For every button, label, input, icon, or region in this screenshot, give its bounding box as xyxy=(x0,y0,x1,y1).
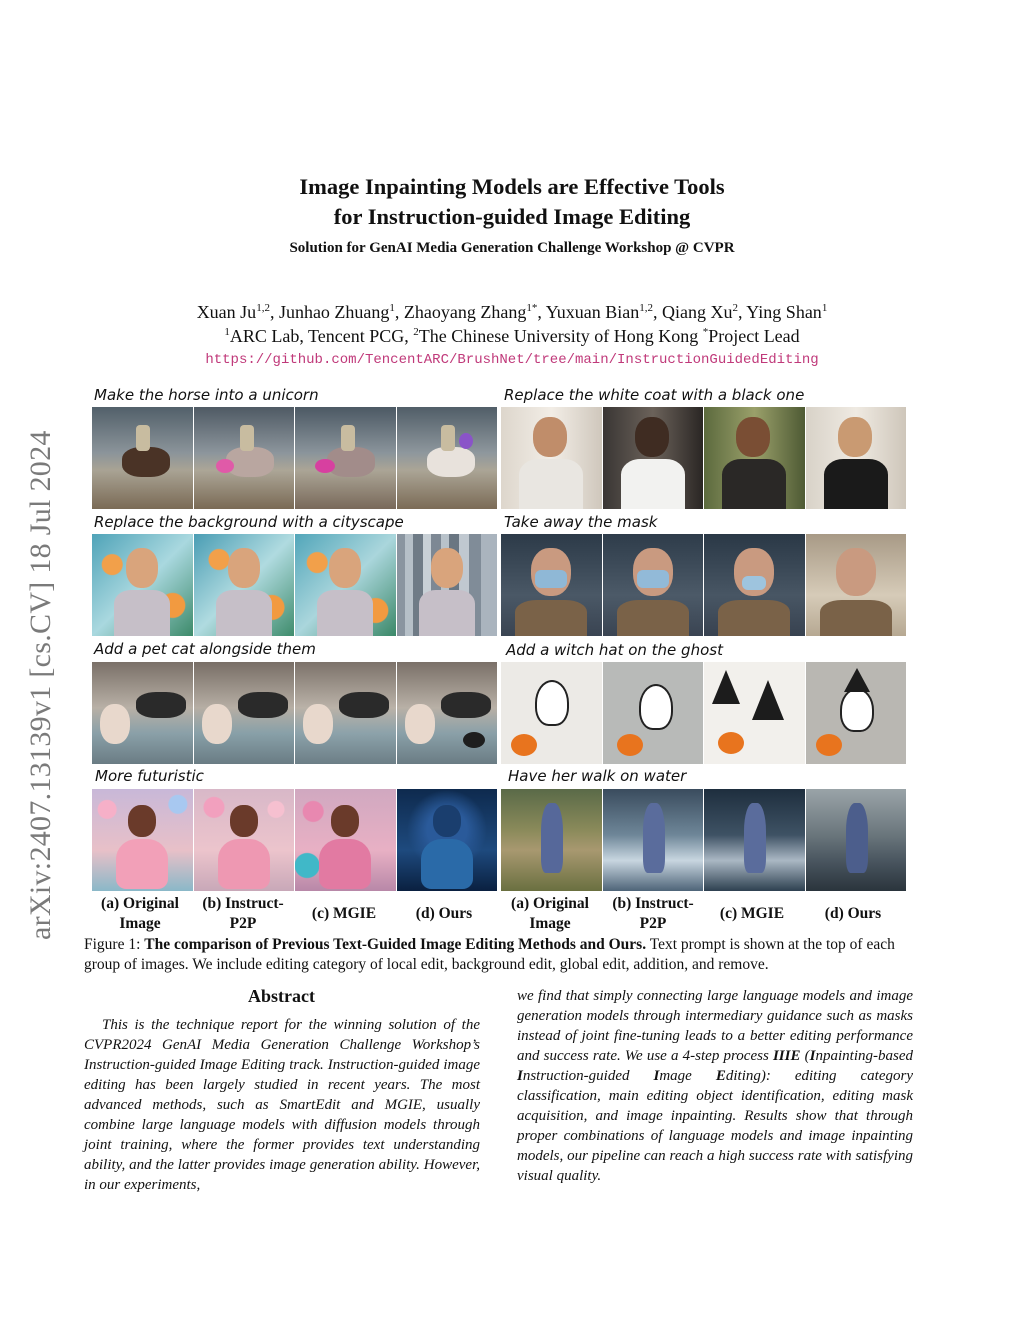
witch-original-image xyxy=(501,662,602,764)
witch-ours-image xyxy=(806,662,907,764)
futuristic-instructp2p-image xyxy=(194,789,295,891)
affiliation: Project Lead xyxy=(708,326,800,346)
water-instructp2p-image xyxy=(603,789,704,891)
horse-mgie-image xyxy=(295,407,396,509)
image-strip-futuristic xyxy=(92,789,497,891)
water-mgie-image xyxy=(704,789,805,891)
abstract-acronym: IIIE xyxy=(772,1048,801,1064)
col-label-line: (b) Instruct- xyxy=(612,895,694,912)
abstract-text: nstruction-guided xyxy=(522,1068,654,1084)
cat-ours-image xyxy=(397,662,498,764)
coat-instructp2p-image xyxy=(603,407,704,509)
author-affil-sup: 1 xyxy=(821,302,828,314)
abstract-right-column xyxy=(517,986,913,1186)
col-label-original xyxy=(90,894,190,934)
coat-ours-image xyxy=(806,407,907,509)
abstract-text: diting): editing category classification, main editing object identification, editing mask acquisition, and image inpainting. Results show that through proper combinations of language models and image inpainting models, our pipeline can reach a high success rate with satisfying visual quality. xyxy=(517,1068,913,1184)
abstract-acronym-letter: I xyxy=(653,1068,660,1084)
prompt-cat: Add a pet cat alongside them xyxy=(94,640,316,658)
futuristic-ours-image xyxy=(397,789,498,891)
image-strip-cat xyxy=(92,662,497,764)
caption-bold: The comparison of Previous Text-Guided Image Editing Methods and Ours. xyxy=(144,936,647,953)
abstract-acronym-letter: I xyxy=(809,1048,816,1064)
col-label-ours: (d) Ours xyxy=(824,905,882,922)
prompt-horse: Make the horse into a unicorn xyxy=(94,386,319,404)
author-name: , Zhaoyang Zhang xyxy=(394,302,527,322)
cat-mgie-image xyxy=(295,662,396,764)
mask-ours-image xyxy=(806,534,907,636)
title-line-2: for Instruction-guided Image Editing xyxy=(333,204,691,229)
author-affil-sup: 1,2 xyxy=(256,302,270,314)
horse-instructp2p-image xyxy=(194,407,295,509)
prompt-coat: Replace the white coat with a black one xyxy=(504,386,805,404)
abstract-text: we find that simply connecting large language models and image generation models through intermediary guidance such as masks instead of joint fine-tuning leads to a better editing performance and success rate. We use a 4-step process xyxy=(517,988,913,1064)
col-label-mgie: (c) MGIE xyxy=(719,905,785,922)
cat-original-image xyxy=(92,662,193,764)
abstract-text: ( xyxy=(800,1048,810,1064)
col-label-line: P2P xyxy=(639,915,667,932)
affil-sup: 1 xyxy=(224,326,230,338)
author-name: , Ying Shan xyxy=(737,302,822,322)
prompt-witch: Add a witch hat on the ghost xyxy=(506,641,723,659)
paper-subtitle: Solution for GenAI Media Generation Challenge Workshop @ CVPR xyxy=(289,240,735,256)
prompt-water: Have her walk on water xyxy=(508,767,687,785)
image-strip-coat xyxy=(501,407,906,509)
author-block xyxy=(0,300,1024,348)
horse-original-image xyxy=(92,407,193,509)
water-ours-image xyxy=(806,789,907,891)
col-label-ours: (d) Ours xyxy=(415,905,473,922)
col-label-line: (a) Original xyxy=(101,895,179,912)
author-affil-sup: 2 xyxy=(732,302,738,314)
abstract-text: mage xyxy=(659,1068,716,1084)
col-label-line: Image xyxy=(529,915,571,932)
col-label-instructp2p xyxy=(193,894,293,934)
paper-title xyxy=(0,172,1024,232)
futuristic-original-image xyxy=(92,789,193,891)
image-strip-horse xyxy=(92,407,497,509)
author-affil-sup: 1* xyxy=(526,302,538,314)
author-name: Xuan Ju xyxy=(196,302,257,322)
arxiv-stamp: arXiv:2407.13139v1 [cs.CV] 18 Jul 2024 xyxy=(24,430,57,940)
mask-mgie-image xyxy=(704,534,805,636)
caption-rest: Text prompt is shown at the top of each group of images. We include editing category of local edit, background edit, global edit, addition, and remove. xyxy=(84,936,895,973)
witch-instructp2p-image xyxy=(603,662,704,764)
col-label-instructp2p xyxy=(603,894,703,934)
col-label-mgie: (c) MGIE xyxy=(311,905,377,922)
repo-link[interactable]: https://github.com/TencentARC/BrushNet/tree/main/InstructionGuidedEditing xyxy=(205,352,819,368)
col-label-line: Image xyxy=(119,915,161,932)
horse-ours-image xyxy=(397,407,498,509)
author-name: , Qiang Xu xyxy=(652,302,733,322)
author-list xyxy=(0,300,1024,324)
col-label-line: (b) Instruct- xyxy=(202,895,284,912)
author-affil-sup: 1,2 xyxy=(639,302,653,314)
cityscape-instructp2p-image xyxy=(194,534,295,636)
futuristic-mgie-image xyxy=(295,789,396,891)
prompt-cityscape: Replace the background with a cityscape xyxy=(94,513,404,531)
affiliation-list xyxy=(0,324,1024,348)
prompt-futuristic: More futuristic xyxy=(95,767,204,785)
col-label-line: (a) Original xyxy=(511,895,589,912)
affil-sup: 2 xyxy=(413,326,419,338)
image-strip-mask xyxy=(501,534,906,636)
cityscape-ours-image xyxy=(397,534,498,636)
col-label-original xyxy=(500,894,600,934)
abstract-text: npainting-based xyxy=(815,1048,913,1064)
image-strip-cityscape xyxy=(92,534,497,636)
col-label-line: P2P xyxy=(229,915,257,932)
figure-caption xyxy=(84,935,914,975)
mask-instructp2p-image xyxy=(603,534,704,636)
image-strip-witch xyxy=(501,662,906,764)
prompt-mask: Take away the mask xyxy=(504,513,658,531)
author-name: , Yuxuan Bian xyxy=(537,302,640,322)
affiliation: The Chinese University of Hong Kong xyxy=(418,326,703,346)
water-original-image xyxy=(501,789,602,891)
abstract-acronym-letter: E xyxy=(715,1068,726,1084)
affiliation: ARC Lab, Tencent PCG, xyxy=(229,326,414,346)
cat-instructp2p-image xyxy=(194,662,295,764)
title-line-1: Image Inpainting Models are Effective Tools xyxy=(299,174,725,199)
witch-mgie-image xyxy=(704,662,805,764)
author-affil-sup: 1 xyxy=(389,302,395,314)
mask-original-image xyxy=(501,534,602,636)
author-name: , Junhao Zhuang xyxy=(269,302,390,322)
cityscape-mgie-image xyxy=(295,534,396,636)
image-strip-water xyxy=(501,789,906,891)
caption-prefix: Figure 1: xyxy=(84,936,145,953)
cityscape-original-image xyxy=(92,534,193,636)
abstract-left-column: This is the technique report for the winning solution of the CVPR2024 GenAI Media Generation Challenge Workshop’s Instruction-guided Image Editing track. Instruction-guided image editing has been largely studied in recent years. The most advanced methods, such as SmartEdit and MGIE, usually combine large language models with diffusion models through joint training, where the former provides text understanding ability, and the latter provides image generation ability. However, in our experiments, xyxy=(84,1017,480,1193)
abstract-acronym-letter: I xyxy=(517,1068,523,1084)
affil-sup: * xyxy=(702,326,709,338)
coat-original-image xyxy=(501,407,602,509)
coat-mgie-image xyxy=(704,407,805,509)
abstract-heading: Abstract xyxy=(248,986,315,1006)
